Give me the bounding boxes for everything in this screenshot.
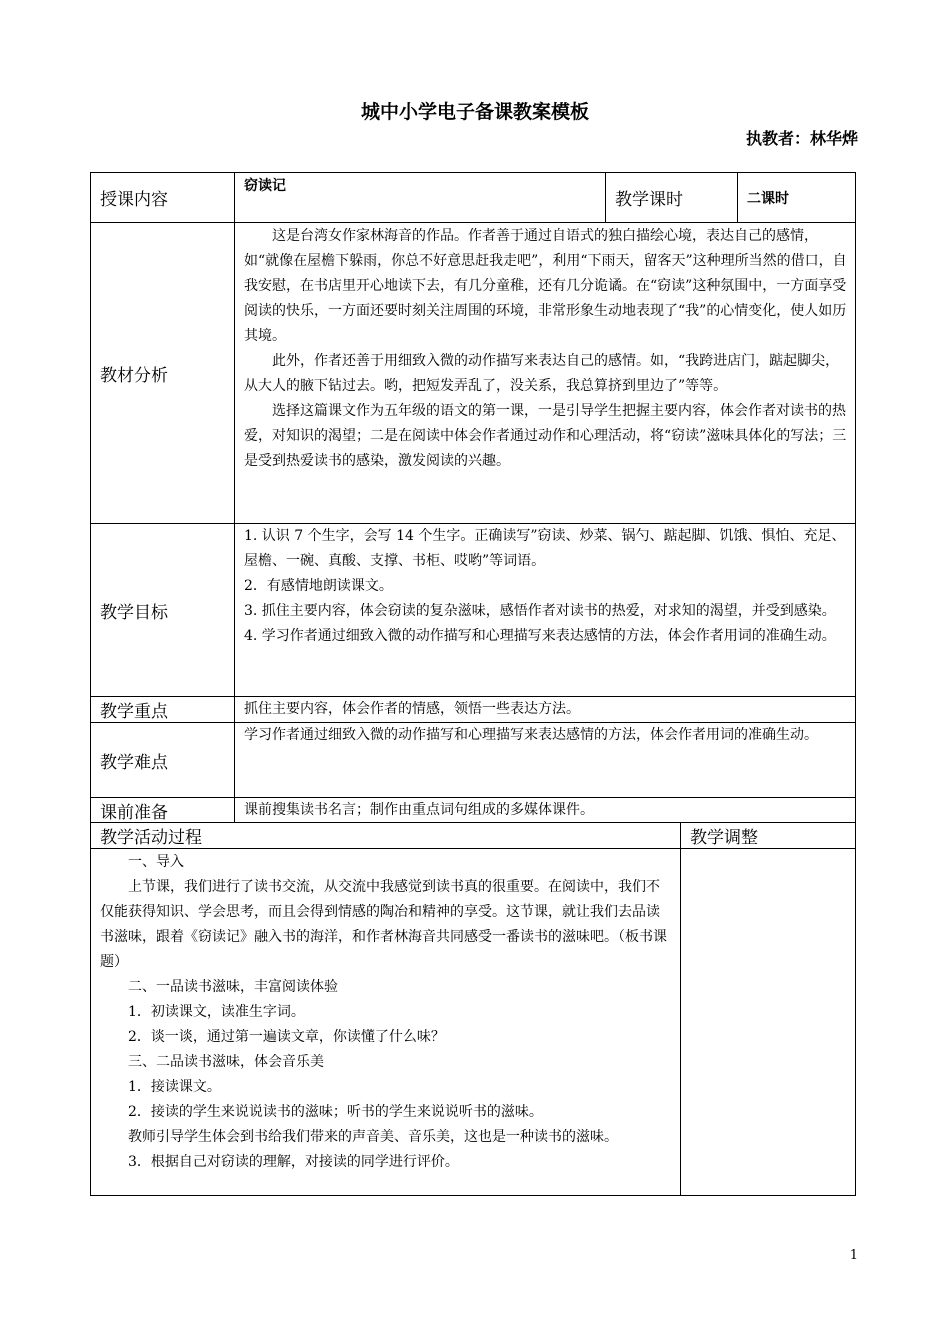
process-line: 1．初读课文，读准生字词。 xyxy=(128,1004,305,1020)
label-prep: 课前准备 xyxy=(91,798,235,822)
analysis-paragraph: 这是台湾女作家林海音的作品。作者善于通过自语式的独白描绘心境，表达自己的感情，如“就像在屋檐下躲雨，你总不好意思赶我走吧”，利用“下雨天，留客天”这种理所当然的借口，自我安慰，在书店里开心地读下去，有几分童稚，还有几分诡谲。在“窃读”这种氛围中，一方面享受阅读的快乐，一方面还要时刻关注周围的环境，非常形象生动地表现了“我”的心情变化，使人如历其境。 xyxy=(244,228,847,344)
label-difficulty: 教学难点 xyxy=(91,723,235,797)
prep-content: 课前搜集读书名言；制作由重点词句组成的多媒体课件。 xyxy=(244,802,594,818)
process-line: 2．谈一谈，通过第一遍读文章，你读懂了什么味？ xyxy=(128,1029,445,1045)
label-key-point: 教学重点 xyxy=(91,697,235,722)
row-prep xyxy=(91,798,855,823)
label-lesson-content: 授课内容 xyxy=(91,173,235,222)
process-line: 一、导入 xyxy=(128,854,184,870)
process-line: 3．根据自己对窃读的理解，对接读的同学进行评价。 xyxy=(128,1154,459,1170)
label-analysis: 教材分析 xyxy=(91,223,235,523)
goal-item: 2．有感情地朗读课文。 xyxy=(244,578,393,594)
document-title: 城中小学电子备课教案模板 xyxy=(360,101,589,123)
label-adjust: 教学调整 xyxy=(690,828,758,848)
process-line: 2．接读的学生来说说读书的滋味；听书的学生来说说听书的滋味。 xyxy=(128,1104,543,1120)
analysis-content xyxy=(235,223,855,523)
process-line: 1．接读课文。 xyxy=(128,1079,221,1095)
label-lesson-hours: 教学课时 xyxy=(606,173,738,222)
process-line: 二、一品读书滋味，丰富阅读体验 xyxy=(128,979,338,995)
goal-item: 3. 抓住主要内容，体会窃读的复杂滋味，感悟作者对读书的热爱，对求知的渴望，并受到感染。 xyxy=(244,603,836,619)
row-difficulty xyxy=(91,723,855,798)
label-goals: 教学目标 xyxy=(91,524,235,696)
row-process-header xyxy=(91,823,855,849)
process-content xyxy=(91,849,681,1195)
lesson-hours: 二课时 xyxy=(747,190,789,207)
process-line: 上节课，我们进行了读书交流，从交流中我感觉到读书真的很重要。在阅读中，我们不仅能获得知识、学会思考，而且会得到情感的陶冶和精神的享受。这节课，就让我们去品读书滋味，跟着《窃读记》融入书的海洋，和作者林海音共同感受一番读书的滋味吧。（板书课题） xyxy=(100,879,667,970)
difficulty-content: 学习作者通过细致入微的动作描写和心理描写来表达感情的方法，体会作者用词的准确生动。 xyxy=(244,727,818,743)
row-lesson-info xyxy=(91,173,855,223)
row-key-point xyxy=(91,697,855,723)
process-line: 三、二品读书滋味，体会音乐美 xyxy=(128,1054,324,1070)
row-process-body xyxy=(91,849,855,1195)
page-number: 1 xyxy=(849,1248,858,1263)
analysis-paragraph: 此外，作者还善于用细致入微的动作描写来表达自己的感情。如，“我跨进店门，踮起脚尖，从大人的腋下钻过去。哟，把短发弄乱了，没关系，我总算挤到里边了”等等。 xyxy=(244,353,840,394)
row-analysis xyxy=(91,223,855,524)
analysis-paragraph: 选择这篇课文作为五年级的语文的第一课，一是引导学生把握主要内容，体会作者对读书的热爱，对知识的渴望；二是在阅读中体会作者通过动作和心理活动，将“窃读”滋味具体化的写法；三是受到热爱读书的感染，激发阅读的兴趣。 xyxy=(244,403,847,469)
key-point-content: 抓住主要内容，体会作者的情感，领悟一些表达方法。 xyxy=(244,701,580,717)
goal-item: 1. 认识 7 个生字，会写 14 个生字。正确读写”窃读、炒菜、锅勺、踮起脚、饥饿、惧怕、充足、屋檐、一碗、真酸、支撑、书柜、哎哟”等词语。 xyxy=(244,528,846,569)
process-line: 教师引导学生体会到书给我们带来的声音美、音乐美，这也是一种读书的滋味。 xyxy=(128,1129,618,1145)
adjust-content xyxy=(681,849,855,1195)
author-line: 执教者：林华烨 xyxy=(745,129,858,148)
row-goals xyxy=(91,524,855,697)
goals-content xyxy=(235,524,855,696)
lesson-title: 窃读记 xyxy=(235,173,606,222)
label-process: 教学活动过程 xyxy=(91,823,681,848)
goal-item: 4. 学习作者通过细致入微的动作描写和心理描写来表达感情的方法，体会作者用词的准确生动。 xyxy=(244,628,836,644)
lesson-plan-table xyxy=(90,172,856,1196)
